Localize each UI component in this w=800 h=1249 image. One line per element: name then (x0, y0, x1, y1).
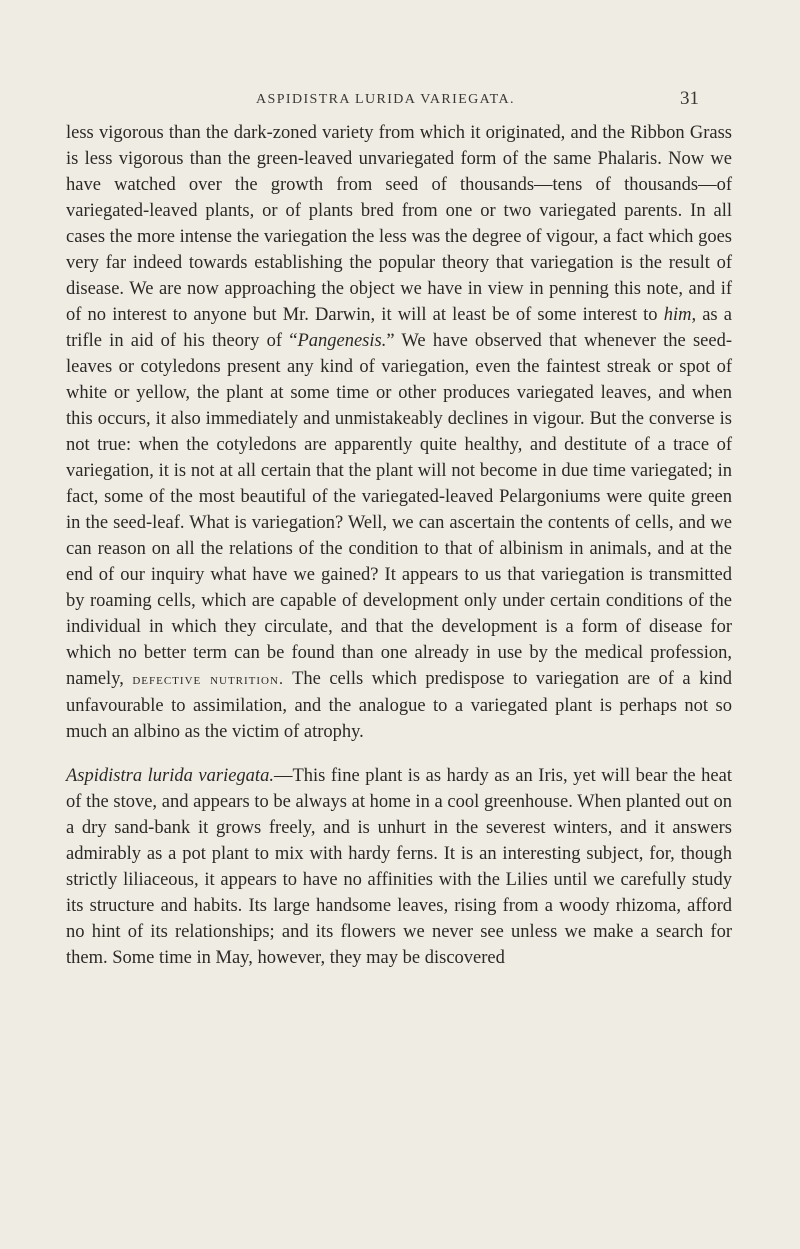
section-heading-aspidistra: Aspidistra lurida variegata. (66, 766, 274, 786)
paragraph-aspidistra (66, 763, 732, 971)
page-number: 31 (680, 88, 699, 109)
italic-pangenesis: Pangenesis. (297, 331, 387, 351)
body-text (66, 120, 732, 971)
paragraph-2-text: —This fine plant is as hardy as an Iris, yet will bear the heat of the stove, and appears to be always at home in a cool greenhouse. When planted out on a dry sand-bank it grows freely, and is unhurt in the severest winters, and it answers admirably as a pot plant to mix with hardy ferns. It is an interesting subject, for, though strictly liliaceous, it appears to have no affinities with the Lilies until we carefully study its structure and habits. Its large handsome leaves, rising from a woody rhizoma, afford no hint of its relationships; and its flowers we never see unless we make a search for them. Some time in May, however, they may be discovered (66, 766, 732, 968)
paragraph-1-text-c: ” We have observed that whenever the seed-leaves or cotyledons present any kind of variegation, even the faintest streak or spot of white or yellow, the plant at some time or other produces variegated leaves, and when this occurs, it also immediately and unmistakeably declines in vigour. But the converse is not true: when the cotyledons are apparently quite healthy, and destitute of a trace of variegation, it is not at all certain that the plant will not become in due time variegated; in fact, some of the most beautiful of the variegated-leaved Pelargoniums were quite green in the seed-leaf. What is variegation? Well, we can ascertain the contents of cells, and we can reason on all the relations of the condition to that of albinism in animals, and at the end of our inquiry what have we gained? It appears to us that variegation is transmitted by roaming cells, which are capable of development only under certain conditions of the individual in which they circulate, and that the development is a form of disease for which no better term can be found than one already in use by the medical profession, namely, (66, 331, 732, 689)
paragraph-1-text-d: The cells which predispose to variegation are of a kind unfavourable to assimilation, and the analogue to a variegated plant is perhaps not so much an albino as the victim of atrophy. (66, 669, 732, 742)
paragraph-1-text-a: less vigorous than the dark-zoned variety from which it originated, and the Ribbon Grass is less vigorous than the green-leaved unvariegated form of the same Phalaris. Now we have watched over the growth from seed of thousands—tens of thousands—of variegated-leaved plants, or of plants bred from one or two variegated parents. In all cases the more intense the variegation the less was the degree of vigour, a fact which goes very far indeed towards establishing the popular theory that variegation is the result of disease. We are now approaching the object we have in view in penning this note, and if of no interest to anyone but Mr. Darwin, it will at least be of some interest to (66, 123, 732, 325)
paragraph-variegation-theory (66, 120, 732, 745)
paragraph-1-text-b: as a trifle in aid of his theory of “ (66, 305, 732, 351)
smallcaps-defective-nutrition: defective nutrition. (132, 671, 284, 688)
running-head-title: ASPIDISTRA LURIDA VARIEGATA. (256, 92, 515, 107)
italic-him: him, (663, 305, 697, 325)
